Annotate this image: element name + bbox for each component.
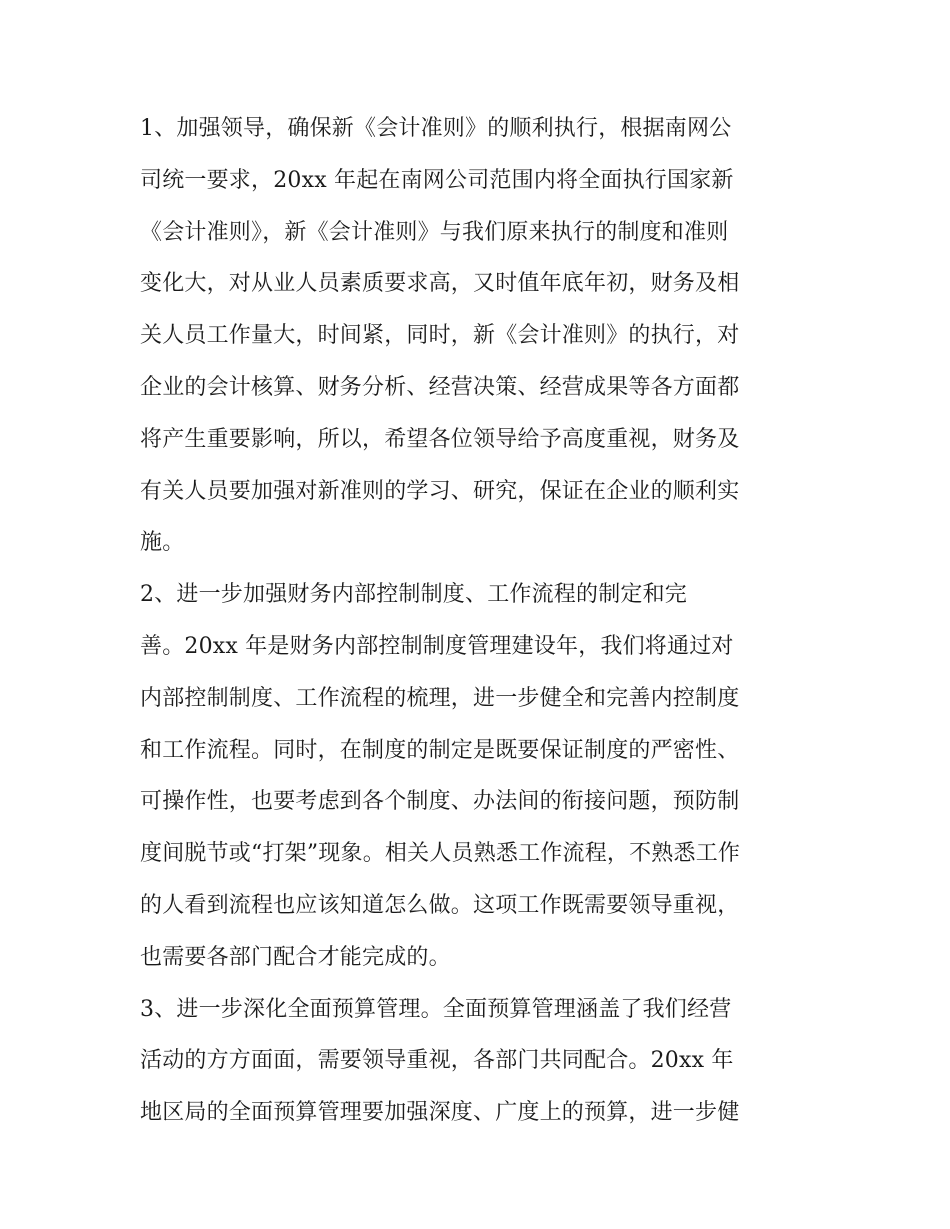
text-line: 1、加强领导，确保新《会计准则》的顺利执行，根据南网公 — [140, 116, 732, 141]
text-line: 将产生重要影响，所以，希望各位领导给予高度重视，财务及 — [140, 426, 740, 452]
text-line: 关人员工作量大，时间紧，同时，新《会计准则》的执行，对 — [140, 323, 740, 349]
text-line: 地区局的全面预算管理要加强深度、广度上的预算，进一步健 — [140, 1100, 740, 1126]
text-line: 施。 — [140, 530, 185, 556]
text-line: 的人看到流程也应该知道怎么做。这项工作既需要领导重视， — [140, 892, 740, 918]
text-line: 2、进一步加强财务内部控制制度、工作流程的制定和完 — [140, 582, 687, 608]
text-line: 企业的会计核算、财务分析、经营决策、经营成果等各方面都 — [140, 374, 740, 400]
text-line: 和工作流程。同时，在制度的制定是既要保证制度的严密性、 — [140, 737, 740, 763]
text-line: 司统一要求，20xx 年起在南网公司范围内将全面执行国家新 — [140, 167, 734, 193]
text-line: 度间脱节或“打架”现象。相关人员熟悉工作流程，不熟悉工作 — [140, 841, 741, 867]
text-line: 有关人员要加强对新准则的学习、研究，保证在企业的顺利实 — [140, 478, 740, 504]
text-line: 内部控制制度、工作流程的梳理，进一步健全和完善内控制度 — [140, 685, 740, 711]
text-line: 3、进一步深化全面预算管理。全面预算管理涵盖了我们经营 — [140, 996, 732, 1022]
text-line: 活动的方方面面，需要领导重视，各部门共同配合。20xx 年 — [140, 1048, 734, 1074]
text-line: 变化大，对从业人员素质要求高，又时值年底年初，财务及相 — [140, 271, 740, 297]
text-line: 善。20xx 年是财务内部控制制度管理建设年，我们将通过对 — [140, 633, 734, 659]
text-line: 也需要各部门配合才能完成的。 — [140, 944, 451, 970]
text-line: 《会计准则》，新《会计准则》与我们原来执行的制度和准则 — [140, 219, 729, 245]
text-line: 可操作性，也要考虑到各个制度、办法间的衔接问题，预防制 — [140, 789, 740, 815]
document-body — [140, 103, 820, 1139]
